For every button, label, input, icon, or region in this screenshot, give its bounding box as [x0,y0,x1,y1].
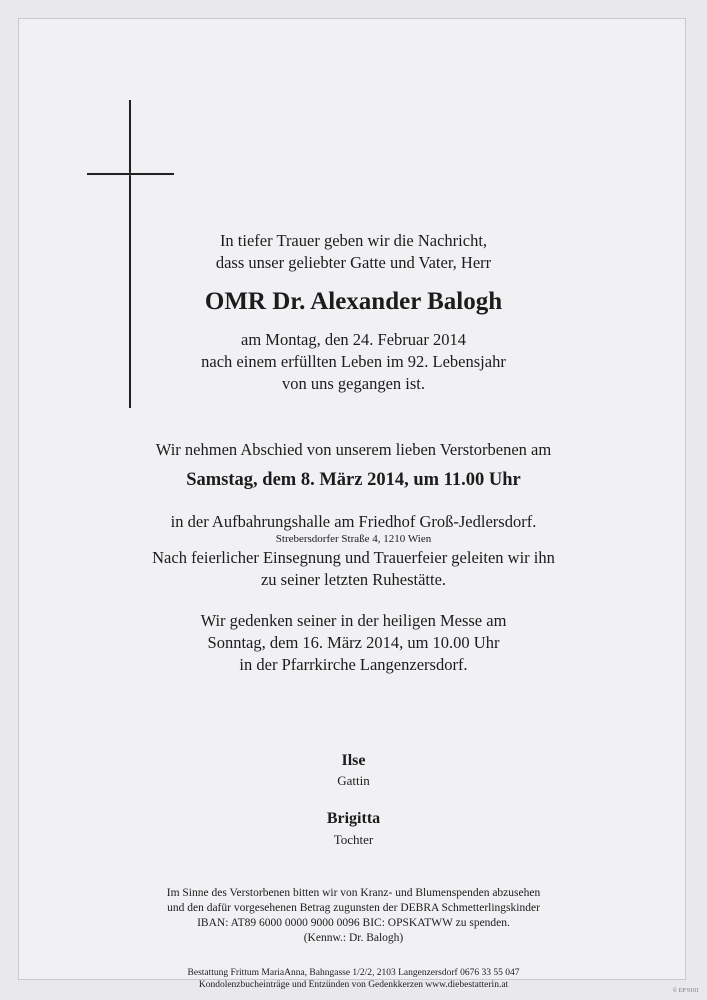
relative-role: Tochter [333,832,374,847]
print-code: © EP 9101 [672,988,699,994]
ceremony-line-2: zu seiner letzten Ruhestätte. [260,570,447,589]
death-line-3: von uns gegangen ist. [282,374,425,393]
mass-line-2: Sonntag, dem 16. März 2014, um 10.00 Uhr [207,633,500,652]
deceased-name: OMR Dr. Alexander Balogh [204,288,503,315]
mass-line-1: Wir gedenken seiner in der heiligen Messe am [200,611,507,630]
death-line-2: nach einem erfüllten Leben im 92. Lebensjahr [201,352,506,371]
donation-line-3: IBAN: AT89 6000 0000 9000 0096 BIC: OPSKATWW zu spenden. [197,917,510,929]
footer-line-2: Kondolenzbucheinträge und Entzünden von Gedenkkerzen www.diebestatterin.at [198,980,509,990]
farewell-date: Samstag, dem 8. März 2014, um 11.00 Uhr [186,470,521,490]
relative-name: Ilse [341,752,366,769]
address: Strebersdorfer Straße 4, 1210 Wien [275,533,432,545]
relative-name: Brigitta [326,810,381,827]
intro-line-2: dass unser geliebter Gatte und Vater, Herr [215,253,492,272]
donation-line-4: (Kennw.: Dr. Balogh) [303,932,404,944]
relative-role: Gattin [337,773,370,788]
ceremony-line-1: Nach feierlicher Einsegnung und Trauerfeier geleiten wir ihn [152,548,555,567]
death-line-1: am Montag, den 24. Februar 2014 [241,330,466,349]
intro-line-1: In tiefer Trauer geben wir die Nachricht, [219,231,488,250]
farewell-intro: Wir nehmen Abschied von unserem lieben Verstorbenen am [155,440,552,459]
mass-line-3: in der Pfarrkirche Langenzersdorf. [239,655,468,674]
donation-line-2: und den dafür vorgesehenen Betrag zugunsten der DEBRA Schmetterlingskinder [167,902,540,914]
footer-line-1: Bestattung Frittum MariaAnna, Bahngasse 1/2/2, 2103 Langenzersdorf 0676 33 55 047 [187,968,520,978]
location: in der Aufbahrungshalle am Friedhof Groß-Jedlersdorf. [170,512,537,531]
donation-line-1: Im Sinne des Verstorbenen bitten wir von Kranz- und Blumenspenden abzusehen [166,887,541,899]
cross-horizontal [87,173,174,175]
